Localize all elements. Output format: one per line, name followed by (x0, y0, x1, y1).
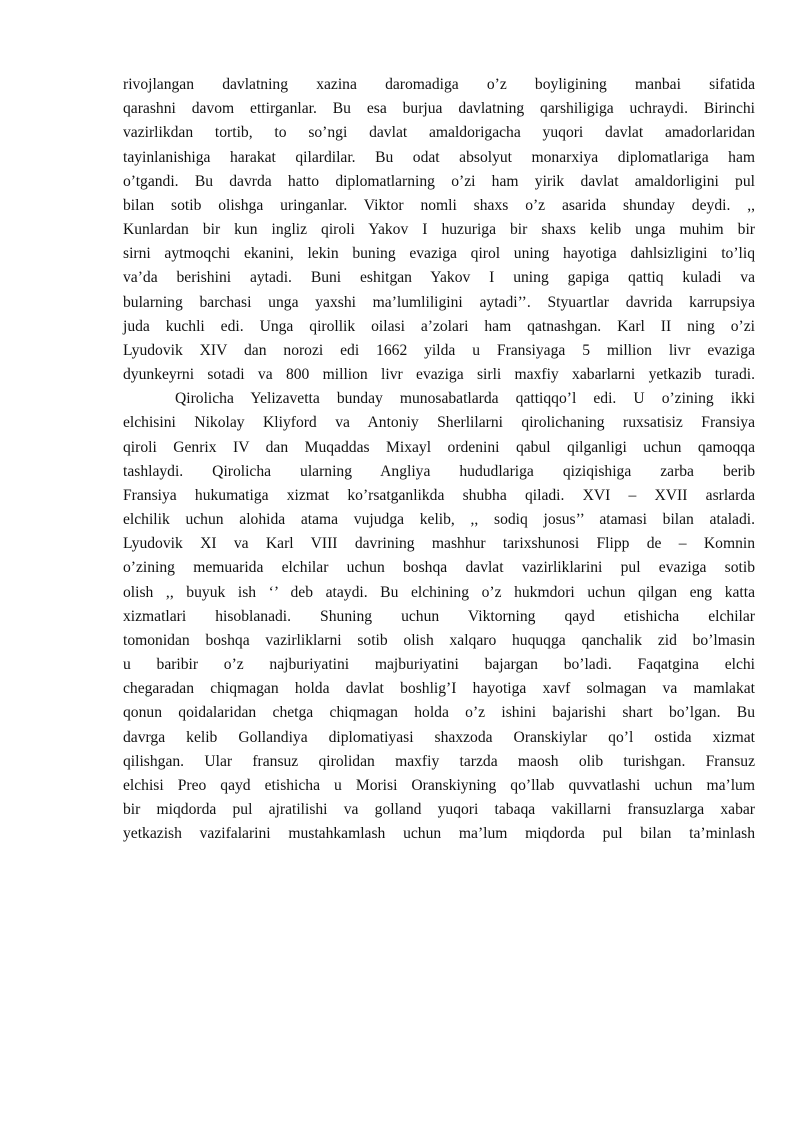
paragraph-start-line: Qirolicha Yelizavetta bunday munosabatlarda qattiqqo’l edi. U o’zining ikki (175, 390, 755, 408)
text-line: elchilik uchun alohida atama vujudga kelib, ,, sodiq josus’’ atamasi bilan ataladi. (123, 511, 755, 529)
text-line: davrga kelib Gollandiya diplomatiyasi shaxzoda Oranskiylar qo’l ostida xizmat (123, 728, 755, 746)
text-line: sirni aytmoqchi ekanini, lekin buning evaziga qirol uning hayotiga dahlsizligini to’liq (123, 245, 755, 263)
text-line: qiroli Genrix IV dan Muqaddas Mixayl ordenini qabul qilganligi uchun qamoqqa (123, 438, 755, 456)
text-line: bir miqdorda pul ajratilishi va golland yuqori tabaqa vakillarni fransuzlarga xabar (123, 801, 755, 819)
text-line: elchisi Preo qayd etishicha u Morisi Oranskiyning qo’llab quvvatlashi uchun ma’lum (123, 776, 755, 794)
body-text (123, 73, 755, 847)
text-line: tashlaydi. Qirolicha ularning Angliya hududlariga qiziqishiga zarba berib (123, 462, 755, 480)
text-line: tayinlanishiga harakat qilardilar. Bu odat absolyut monarxiya diplomatlariga ham (123, 148, 755, 166)
text-line: o’zining memuarida elchilar uchun boshqa davlat vazirliklarini pul evaziga sotib (123, 559, 755, 577)
text-line: Lyudovik XI va Karl VIII davrining mashhur tarixshunosi Flipp de – Komnin (123, 535, 755, 553)
text-line: qarashni davom ettirganlar. Bu esa burjua davlatning qarshiligiga uchraydi. Birinchi (123, 100, 755, 118)
text-line: bilan sotib olishga uringanlar. Viktor nomli shaxs o’z asarida shunday deydi. ,, (123, 196, 755, 214)
text-line: rivojlangan davlatning xazina daromadiga o’z boyligining manbai sifatida (123, 76, 755, 93)
text-line: Fransiya hukumatiga xizmat ko’rsatganlikda shubha qiladi. XVI – XVII asrlarda (123, 486, 755, 504)
text-line: dyunkeyrni sotadi va 800 million livr evaziga sirli maxfiy xabarlarni yetkazib turadi. (123, 366, 755, 384)
text-line: chegaradan chiqmagan holda davlat boshlig’I hayotiga xavf solmagan va mamlakat (123, 680, 755, 698)
text-line: o’tgandi. Bu davrda hatto diplomatlarning o’zi ham yirik davlat amaldorligini pul (123, 172, 755, 190)
text-line: xizmatlari hisoblanadi. Shuning uchun Viktorning qayd etishicha elchilar (123, 607, 755, 625)
text-line: Kunlardan bir kun ingliz qiroli Yakov I huzuriga bir shaxs kelib unga muhim bir (123, 221, 755, 239)
text-line: elchisini Nikolay Kliyford va Antoniy Sherlilarni qirolichaning ruxsatisiz Fransiya (123, 414, 755, 432)
text-line: yetkazish vazifalarini mustahkamlash uchun ma’lum miqdorda pul bilan ta’minlash (123, 825, 755, 843)
text-line: vazirlikdan tortib, to so’ngi davlat amaldorigacha yuqori davlat amadorlaridan (123, 124, 755, 142)
text-line: olish ,, buyuk ish ‘’ deb ataydi. Bu elchining o’z hukmdori uchun qilgan eng katta (123, 583, 755, 601)
text-line: u baribir o’z najburiyatini majburiyatini bajargan bo’ladi. Faqatgina elchi (123, 656, 755, 674)
text-line: juda kuchli edi. Unga qirollik oilasi a’zolari ham qatnashgan. Karl II ning o’zi (123, 317, 755, 335)
text-line: tomonidan boshqa vazirliklarni sotib olish xalqaro huquqga qanchalik zid bo’lmasin (123, 631, 755, 649)
text-line: va’da berishini aytadi. Buni eshitgan Yakov I uning gapiga qattiq kuladi va (123, 269, 755, 287)
text-line: Lyudovik XIV dan norozi edi 1662 yilda u Fransiyaga 5 million livr evaziga (123, 341, 755, 359)
text-line: qilishgan. Ular fransuz qirolidan maxfiy tarzda maosh olib turishgan. Fransuz (123, 752, 755, 770)
text-line: bularning barchasi unga yaxshi ma’lumliligini aytadi’’. Styuartlar davrida karrupsiya (123, 293, 755, 311)
text-line: qonun qoidalaridan chetga chiqmagan holda o’z ishini bajarishi shart bo’lgan. Bu (123, 704, 755, 722)
